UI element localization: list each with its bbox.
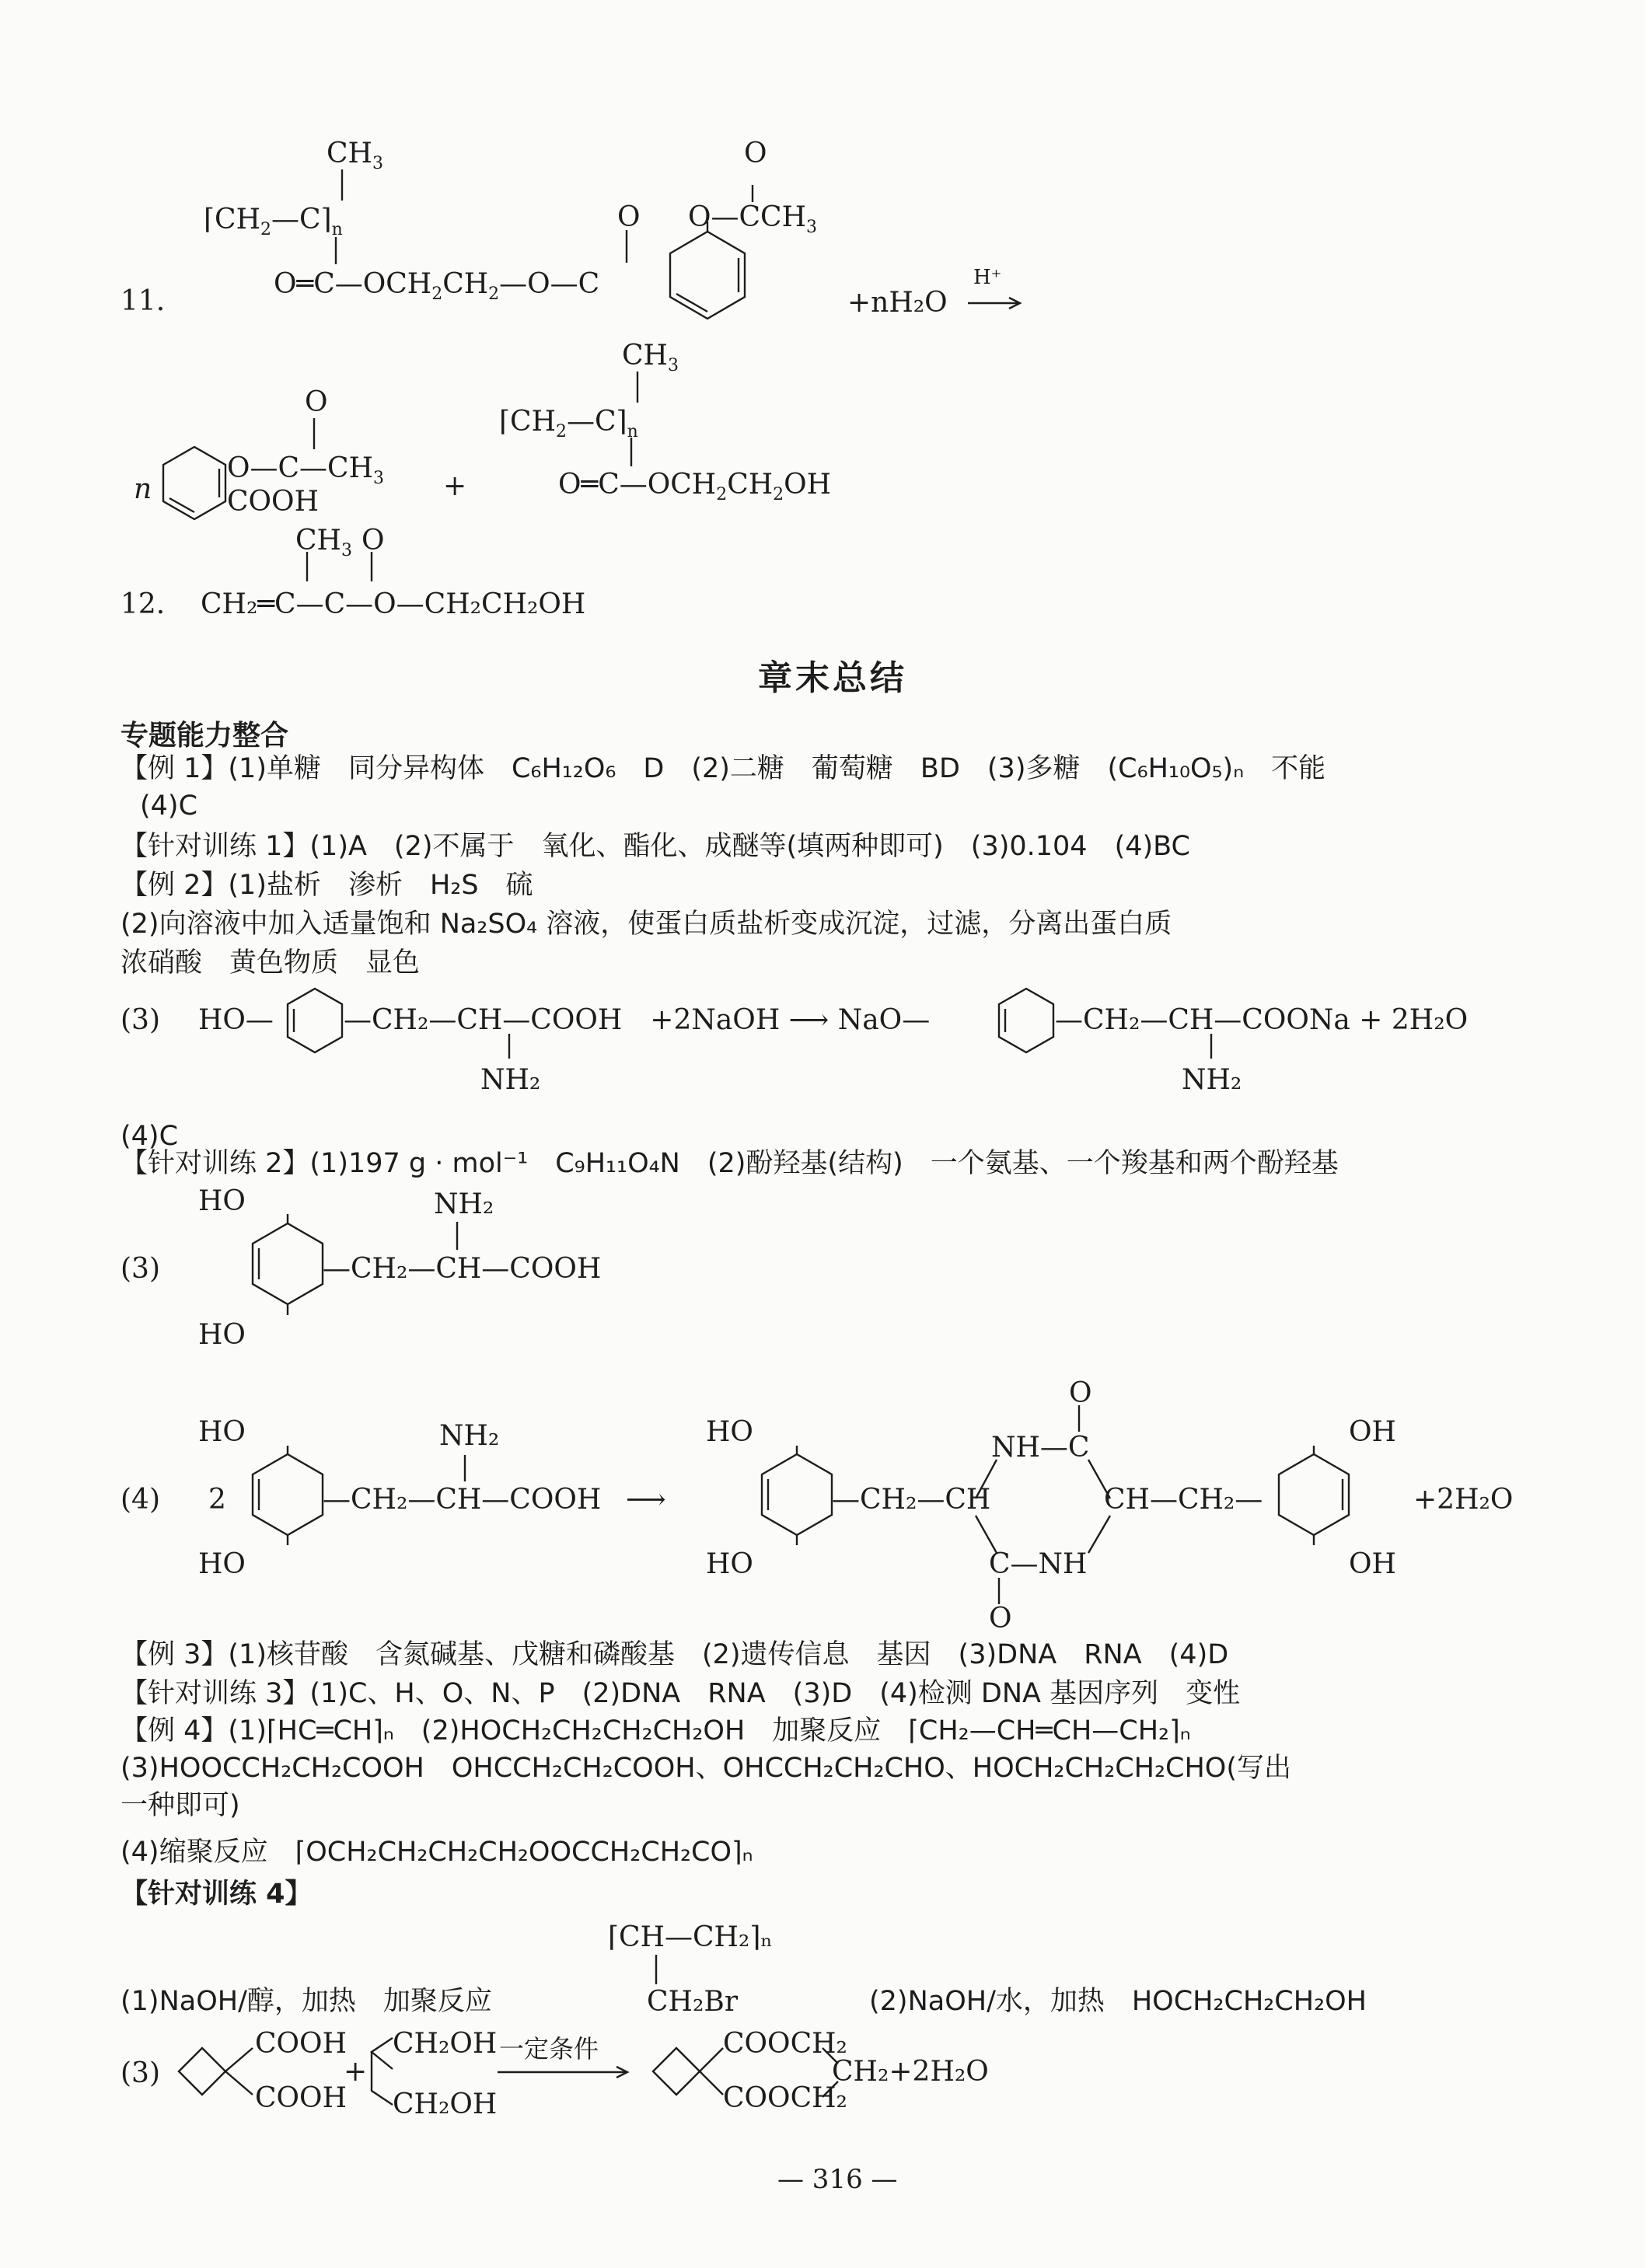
carbonyl-o: O [744, 138, 767, 169]
structure-text: —CH₂—CH—COONa + 2H₂O [1055, 1004, 1469, 1036]
benzene-ring [762, 1454, 832, 1535]
hydroxyl-group: OH [1349, 1416, 1396, 1448]
catalyst-label: H⁺ [973, 266, 1002, 289]
structure-text: C—NH [989, 1548, 1088, 1580]
hydroxymethyl-group: CH₂OH [393, 2088, 498, 2120]
methyl-group: $CH_3$ [295, 525, 352, 561]
reaction-arrow: ⟶ [626, 1484, 666, 1516]
answer-line: (4)C [120, 1121, 179, 1152]
question-number: 12. [120, 588, 166, 620]
answer-line: 【针对训练 2】(1)197 g · mol⁻¹ C₉H₁₁O₄N (2)酚羟基(结构) 一个氨基、一个羧基和两个酚羟基 [120, 1148, 1339, 1179]
hydroxyl-group: HO [198, 1185, 246, 1217]
amino-group: NH₂ [1182, 1064, 1242, 1096]
bond-line [225, 2048, 253, 2071]
benzene-ring [163, 447, 225, 519]
ester-side-chain: $O═C—OCH_2CH_2—O—C$ [274, 268, 600, 305]
answer-line: 【针对训练 3】(1)C、H、O、N、P (2)DNA RNA (3)D (4)检测 DNA 基因序列 变性 [120, 1678, 1241, 1709]
answer-line: 【例 1】(1)单糖 同分异构体 C₆H₁₂O₆ D (2)二糖 葡萄糖 BD (3)多糖 (C₆H₁₀O₅)ₙ 不能 [120, 753, 1326, 784]
carbonyl-o: O [617, 201, 641, 233]
acetoxy-group: $O—C—CH_3$ [227, 452, 384, 489]
hydroxyl-group: HO [198, 1548, 246, 1580]
carbonyl-o: O [1069, 1377, 1092, 1409]
answer-line: 一种即可) [120, 1790, 240, 1821]
plus-sign: + [443, 470, 467, 502]
bond-line [700, 2071, 723, 2095]
bond-line [372, 2038, 393, 2069]
carbonyl-o: O [305, 386, 328, 418]
sub-question-label: (4) [120, 1484, 160, 1516]
structure-text: —CH₂—CH [832, 1484, 991, 1516]
page-number: — 316 — [777, 2164, 898, 2195]
sub-question-label: (3) [120, 2057, 160, 2089]
carboxyl-group: COOH [255, 2028, 347, 2060]
answer-line: 【例 2】(1)盐析 渗析 H₂S 硫 [120, 870, 533, 901]
hydroxyl-group: HO [198, 1319, 246, 1351]
hydroxyl-group: HO [706, 1548, 753, 1580]
cyclobutane-ring [179, 2048, 225, 2095]
structure-text: CH—CH₂— [1104, 1484, 1263, 1516]
bond-line [1088, 1516, 1110, 1553]
answer-line: (1)NaOH/醇，加热 加聚反应 [120, 1986, 492, 2017]
polymer-backbone: $⌈CH_2—C⌉_n$ [204, 204, 343, 240]
answer-line: 【例 4】(1)⌈HC═CH⌉ₙ (2)HOCH₂CH₂CH₂CH₂OH 加聚反应 ⌈CH₂—CH═CH—CH₂⌉ₙ [120, 1715, 1191, 1746]
answer-line: (2)NaOH/水，加热 HOCH₂CH₂CH₂OH [869, 1986, 1367, 2017]
structure-text: NH—C [991, 1432, 1090, 1464]
answer-line: (2)向溶液中加入适量饱和 Na₂SO₄ 溶液，使蛋白质盐析变成沉淀，过滤，分离出蛋白质 [120, 909, 1172, 940]
sub-question-label: (3) [120, 1253, 160, 1285]
structure-text: HO— [198, 1004, 274, 1036]
water-term: +2H₂O [1413, 1484, 1514, 1516]
carboxyl-group: COOH [255, 2082, 347, 2114]
benzene-ring [1279, 1454, 1349, 1535]
answer-line: 【针对训练 1】(1)A (2)不属于 氧化、酯化、成醚等(填两种即可) (3)0.104 (4)BC [120, 831, 1190, 862]
coefficient: n [134, 473, 152, 505]
hydroxyl-group: HO [198, 1416, 246, 1448]
bond-line [225, 2071, 253, 2095]
hydroxyl-group: OH [1349, 1548, 1396, 1580]
chapter-summary-title: 章末总结 [758, 658, 907, 698]
acetoxy-group: $O—CCH_3$ [688, 201, 817, 238]
benzene-ring [670, 232, 745, 319]
amino-group: NH₂ [439, 1420, 500, 1452]
carboxyl-group: COOH [227, 486, 319, 518]
answer-line: (3)HOOCCH₂CH₂COOH OHCCH₂CH₂COOH、OHCCH₂CH₂CHO、HOCH₂CH₂CH₂CHO(写出 [120, 1753, 1291, 1784]
amino-group: NH₂ [434, 1188, 494, 1220]
benzene-ring [253, 1454, 323, 1535]
amino-group: NH₂ [480, 1064, 541, 1096]
sub-question-label: (3) [120, 1004, 160, 1036]
structure-text: CH₂+2H₂O [832, 2056, 989, 2088]
answer-line: 【针对训练 4】 [120, 1879, 313, 1910]
reaction-condition: 一定条件 [499, 2034, 599, 2064]
water-term: +nH₂O [847, 287, 948, 319]
polymer-substituent: CH₂Br [647, 1986, 739, 2018]
benzene-ring [288, 989, 342, 1052]
benzene-ring [999, 989, 1053, 1052]
answer-line: (4)缩聚反应 ⌈OCH₂CH₂CH₂CH₂OOCCH₂CH₂CO⌉ₙ [120, 1837, 753, 1868]
polymer-structure: ⌈CH—CH₂⌉ₙ [608, 1921, 773, 1953]
answer-line: 浓硝酸 黄色物质 显色 [120, 947, 421, 979]
coefficient: 2 [208, 1484, 226, 1516]
structure-text: —CH₂—CH—COOH [323, 1253, 602, 1285]
ester-group: COOCH₂ [723, 2082, 847, 2114]
cyclobutane-ring [653, 2048, 700, 2095]
polymer-backbone: $⌈CH_2—C⌉_n$ [499, 406, 638, 442]
ester-side-chain: $O═C—OCH_2CH_2OH$ [558, 469, 832, 505]
question-number: 11. [120, 285, 166, 317]
monomer-formula: CH₂═C—C—O—CH₂CH₂OH [201, 588, 586, 620]
carbonyl-o: O [361, 525, 385, 557]
structure-text: —CH₂—CH—COOH +2NaOH ⟶ NaO— [344, 1004, 931, 1036]
section-heading: 专题能力整合 [120, 720, 289, 752]
bond-line [169, 498, 194, 512]
bond-line [976, 1516, 997, 1553]
hydroxymethyl-group: CH₂OH [393, 2028, 498, 2060]
ester-group: COOCH₂ [723, 2028, 847, 2060]
bond-line [700, 2048, 723, 2071]
answer-line: (4)C [140, 790, 198, 822]
benzene-ring [253, 1223, 323, 1304]
answer-line: 【例 3】(1)核苷酸 含氮碱基、戊糖和磷酸基 (2)遗传信息 基因 (3)DNA RNA (4)D [120, 1639, 1229, 1670]
hydroxyl-group: HO [706, 1416, 753, 1448]
carbonyl-o: O [989, 1603, 1012, 1635]
methyl-group: $CH_3$ [622, 340, 679, 376]
plus-sign: + [344, 2056, 368, 2088]
structure-text: —CH₂—CH—COOH [323, 1484, 602, 1516]
methyl-group: $CH_3$ [327, 138, 383, 174]
